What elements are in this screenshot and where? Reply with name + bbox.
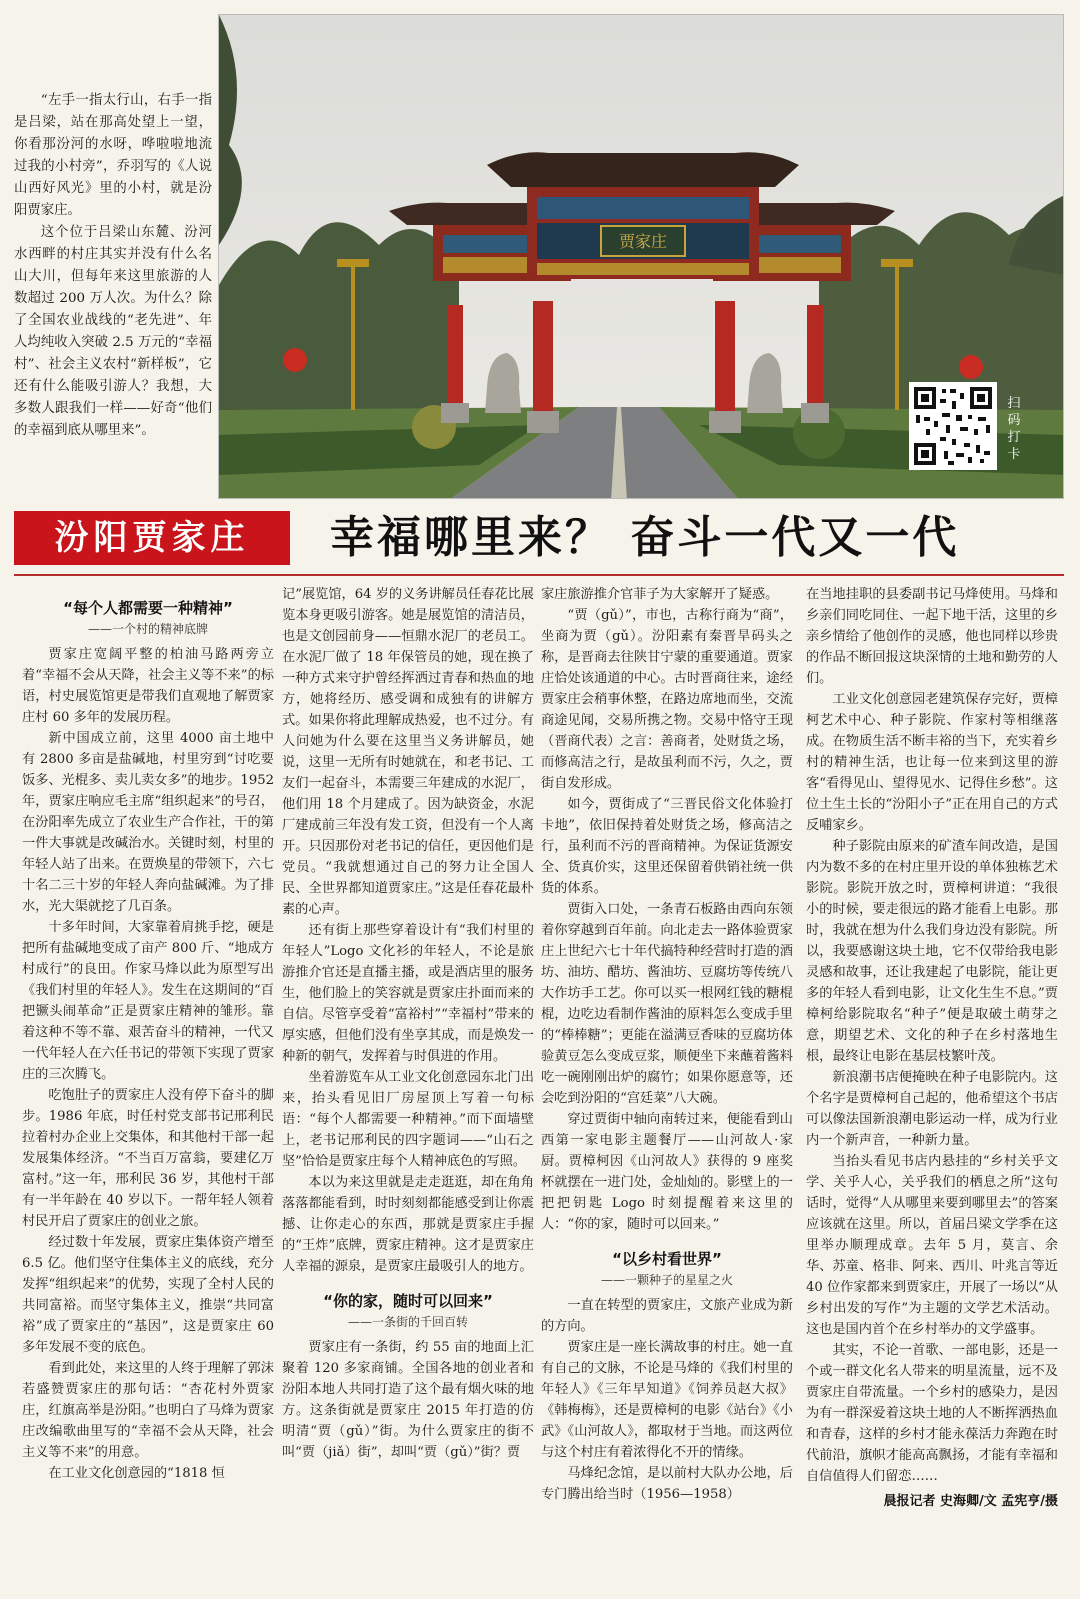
- paragraph: 家庄旅游推介官菲子为大家解开了疑惑。: [541, 587, 779, 602]
- paragraph: 新中国成立前，这里 4000 亩土地中有 2800 多亩是盐碱地，村里穷到“讨吃要饭多、光棍多、卖儿卖女多”的地步。1952 年，贾家庄响应毛主席“组织起来”的号召，在汾阳率先成立了农业生产合作社，干的第一件大事就是改碱治水。关键时刻，村里的年轻人站了出来。在贾焕星的带领下，六七十名二三十岁的年轻人奔向盐碱滩。为了排水，光大渠就挖了几百条。: [22, 731, 274, 914]
- subheading-title: “以乡村看世界”: [612, 1250, 722, 1268]
- subheading-tagline: ——一条街的千回百转: [347, 1315, 468, 1329]
- paragraph: 其实，不论一首歌、一部电影，还是一个或一群文化名人带来的明星流量，远不及贾家庄自带流量。一个乡村的感染力，是因为有一群深爱着这块土地的人不断挥洒热血和青春，这样的乡村才能永葆活力奔跑在时代前沿，旗帜才能高高飘扬，才能有幸福和自信值得人们留恋……: [806, 1343, 1058, 1484]
- paragraph: 新浪潮书店便掩映在种子电影院内。这个名字是贾樟柯自己起的，他希望这个书店可以像法国新浪潮电影运动一样，成为行业内一个新声音，一种新力量。: [806, 1070, 1058, 1148]
- article-column-3: [541, 584, 793, 1505]
- paragraph: 贾家庄有一条街，约 55 亩的地面上汇聚着 120 多家商铺。全国各地的创业者和汾阳本地人共同打造了这个最有烟火味的地方。这条街就是贾家庄 2015 年打造的仿明清“贾（gǔ）”街。为什么贾家庄的街不叫“贾（jiǎ）街”，却叫“贾（gǔ）”街？贾: [282, 1340, 534, 1460]
- subheading: [22, 596, 274, 638]
- divider: [14, 574, 1064, 576]
- paragraph: 马烽纪念馆，是以前村大队办公地，后专门腾出给当时（1956—1958）: [541, 1466, 793, 1502]
- paragraph: 贾家庄是一座长满故事的村庄。她一直有自己的文脉，不论是马烽的《我们村里的年轻人》《三年早知道》《饲养员赵大叔》《韩梅梅》，还是贾樟柯的电影《站台》《小武》《山河故人》，都取材于当地。而这两位与这个村庄有着浓得化不开的情缘。: [541, 1340, 793, 1460]
- paragraph: “贾（gǔ）”，市也，古称行商为“商”，坐商为贾（gǔ）。汾阳素有秦晋旱码头之称，是晋商去往陕甘宁蒙的重要通道。贾家庄恰处该通道的中心。古时晋商往来，途经贾家庄会稍事休整，在路边席地而坐，交流商途见闻，交易所携之物。交易中恪守王现（晋商代表）之言：善商者，处财货之场，而修高洁之行，是故虽利而不污，久之，贾街自发形成。: [541, 608, 793, 791]
- paragraph: 吃饱肚子的贾家庄人没有停下奋斗的脚步。1986 年底，时任村党支部书记邢利民拉着村办企业上交集体，和其他村干部一起发展集体经济。“不当百万富翁，要建亿万富村。”这一年，邢利民 36 岁，其他村干部有一半年龄在 40 岁以下。一帮年轻人领着村民开启了贾家庄的创业之旅。: [22, 1088, 274, 1229]
- paragraph: 还有街上那些穿着设计有“我们村里的年轻人”Logo 文化衫的年轻人，不论是旅游推介官还是直播主播，或是酒店里的服务生，他们脸上的笑容就是贾家庄扑面而来的自信。尽管享受着“富裕村”“幸福村”带来的厚实感，但他们没有坐享其成，而是焕发一种新的朝气，发挥着与时俱进的作用。: [282, 923, 534, 1064]
- paragraph: 贾街入口处，一条青石板路由西向东领着你穿越到百年前。向北走去一路体验贾家庄上世纪六七十年代搞特种经营时打造的酒坊、油坊、醋坊、酱油坊、豆腐坊等传统八大作坊手工艺。你可以买一根网红钱的糖棍棍，边吃边看制作酱油的原料怎么变成手里的“棒棒糖”；更能在溢满豆香味的豆腐坊体验黄豆怎么变成豆浆，顺便坐下来蘸着酱料吃一碗刚刚出炉的腐竹；如果你愿意等，还会吃到汾阳的“宫廷菜”八大碗。: [541, 902, 793, 1106]
- intro-paragraph: 这个位于吕梁山东麓、汾河水西畔的村庄其实并没有什么名山大川，但每年来这里旅游的人数超过 200 万人次。为什么？除了全国农业战线的“老先进”、年人均纯收入突破 2.5 万元的“幸福村”、社会主义农村“新样板”，它还有什么能吸引游人？我想，大多数人跟我们一样——好奇“他们的幸福到底从哪里来”。: [14, 225, 212, 438]
- paragraph: 种子影院由原来的矿渣车间改造，是国内为数不多的在村庄里开设的单体独栋艺术影院。影院开放之时，贾樟柯讲道：“我很小的时候，要走很远的路才能看上电影。那时，我就在想为什么我们身边没有影院。所以，我要感谢这块土地，它不仅带给我电影灵感和故事，还让我建起了电影院，能让更多的年轻人看到电影，让文化生生不息。”贾樟柯给影院取名“种子”便是取破土萌芽之意，期望艺术、文化的种子在乡村落地生根，最终让电影在基层枝繁叶茂。: [806, 839, 1058, 1064]
- paragraph: 在工业文化创意园的“1818 恒: [48, 1466, 225, 1481]
- article-column-4: [806, 584, 1058, 1512]
- qr-label: 扫码打卡: [1007, 396, 1021, 462]
- subheading-tagline: ——一颗种子的星星之火: [600, 1273, 733, 1287]
- gate-plaque: 贾家庄: [618, 232, 668, 251]
- subheading: [282, 1289, 534, 1331]
- paragraph: 本以为来这里就是走走逛逛，却在角角落落都能看到，时时刻刻都能感受到让你震撼、让你走心的东西，那就是贾家庄手握的“王炸”底牌，贾家庄精神。这才是贾家庄人幸福的源泉，是贾家庄最吸引人的地方。: [282, 1175, 534, 1274]
- paragraph: 如今，贾街成了“三晋民俗文化体验打卡地”，依旧保持着处财货之场，修高洁之行，虽利而不污的晋商精神。为保证货源安全、货真价实，这里还保留着供销社统一供货的体系。: [541, 797, 793, 896]
- qr-code[interactable]: [909, 382, 997, 470]
- paragraph: 当抬头看见书店内悬挂的“乡村关乎文学、关乎人心，关乎我们的栖息之所”这句话时，觉得“人从哪里来要到哪里去”的答案应该就在这里。所以，首届吕梁文学季在这里举办顺理成章。去年 5 月，莫言、余华、苏童、格非、阿来、西川、叶兆言等近 40 位作家都来到贾家庄，开展了一场以“从乡村出发的写作”为主题的文学艺术活动。这也是国内首个在乡村举办的文学盛事。: [806, 1154, 1058, 1337]
- paragraph: 坐着游览车从工业文化创意园东北门出来，抬头看见旧厂房屋顶上写着一句标语：“每个人都需要一种精神。”而下面墙壁上，老书记邢利民的四字题词——“山石之坚”恰恰是贾家庄每个人精神底色的写照。: [282, 1070, 534, 1169]
- paragraph: 工业文化创意园老建筑保存完好，贾樟柯艺术中心、种子影院、作家村等相继落成。在物质生活不断丰裕的当下，充实着乡村的精神生活，也让每一位来到这里的游客“看得见山、望得见水、记得住乡愁”。这位土生土长的“汾阳小子”正在用自己的方式反哺家乡。: [806, 692, 1058, 833]
- subheading-title: “你的家，随时可以回来”: [323, 1292, 493, 1310]
- qr-code-icon: [912, 385, 994, 467]
- paragraph: 在当地挂职的县委副书记马烽使用。马烽和乡亲们同吃同住、一起下地干活，这里的乡亲乡情给了他创作的灵感，他也同样以珍贵的作品不断回报这块深情的土地和勤劳的人们。: [806, 587, 1058, 686]
- paragraph: 一直在转型的贾家庄，文旅产业成为新的方向。: [541, 1298, 793, 1334]
- intro-paragraph: “左手一指太行山，右手一指是吕梁，站在那高处望上一望，你看那汾河的水呀，哗啦啦地流过我的小村旁”，乔羽写的《人说山西好风光》里的小村，就是汾阳贾家庄。: [14, 93, 212, 218]
- article-column-2: [282, 584, 534, 1463]
- paragraph: 看到此处，来这里的人终于理解了郭沫若盛赞贾家庄的那句话：“杏花村外贾家庄，红旗高举是汾阳。”也明白了马烽为贾家庄改编歌曲里写的“幸福不会从天降，社会主义等不来”的用意。: [22, 1361, 274, 1460]
- headline: 幸福哪里来？ 奋斗一代又一代: [330, 512, 960, 563]
- subheading: [541, 1247, 793, 1289]
- paragraph: 经过数十年发展，贾家庄集体资产增至 6.5 亿。他们坚守住集体主义的底线，充分发挥“组织起来”的优势，实现了全村人民的共同富裕。而坚守集体主义，推崇“共同富裕”成了贾家庄的“基因”，这是贾家庄 60 多年发展不变的底色。: [22, 1235, 274, 1355]
- intro-column: [14, 90, 212, 442]
- paragraph: 记”展览馆，64 岁的义务讲解员任春花比展览本身更吸引游客。她是展览馆的清洁员，也是文创园前身——恒鼎水泥厂的老员工。在水泥厂做了 18 年保管员的她，现在换了一种方式来守护曾经挥洒过青春和热血的地方，她将经历、感受调和成独有的讲解方式。如果你将此理解成热爱，也不过分。有人问她为什么要在这里当义务讲解员，她说，这里一无所有时她就在，和老书记、工友们一起奋斗，本需要三年建成的水泥厂，他们用 18 个月建成了。因为缺资金，水泥厂建成前三年没有发工资，但没有一个人离开。只因那份对老书记的信任，更因他们是党员。“我就想通过自己的努力让全国人民、全世界都知道贾家庄。”这是任春花最朴素的心声。: [282, 587, 534, 917]
- subheading-title: “每个人都需要一种精神”: [63, 599, 233, 617]
- place-banner: 汾阳贾家庄: [14, 511, 290, 565]
- article-column-1: [22, 584, 274, 1484]
- paragraph: 穿过贾街中轴向南转过来，便能看到山西第一家电影主题餐厅——山河故人·家厨。贾樟柯因《山河故人》获得的 9 座奖杯就摆在一进门处，金灿灿的。影壁上的一把把钥匙 Logo 时刻提醒着来这里的人：“你的家，随时可以回来。”: [541, 1112, 793, 1232]
- subheading-tagline: ——一个村的精神底牌: [87, 622, 208, 636]
- byline: 晨报记者 史海卿/文 孟宪亨/摄: [883, 1494, 1058, 1509]
- paragraph: 十多年时间，大家靠着肩挑手挖，硬是把所有盐碱地变成了亩产 800 斤、“地成方村成行”的良田。作家马烽以此为原型写出《我们村里的年轻人》。发生在这期间的“百把镢头闹革命”正是贾家庄精神的雏形。靠着这种不等不靠、艰苦奋斗的精神，一代又一代年轻人在六任书记的带领下实现了贾家庄的三次腾飞。: [22, 920, 274, 1082]
- paragraph: 贾家庄宽阔平整的柏油马路两旁立着“幸福不会从天降，社会主义等不来”的标语，村史展览馆更是带我们直观地了解贾家庄村 60 多年的发展历程。: [22, 647, 274, 725]
